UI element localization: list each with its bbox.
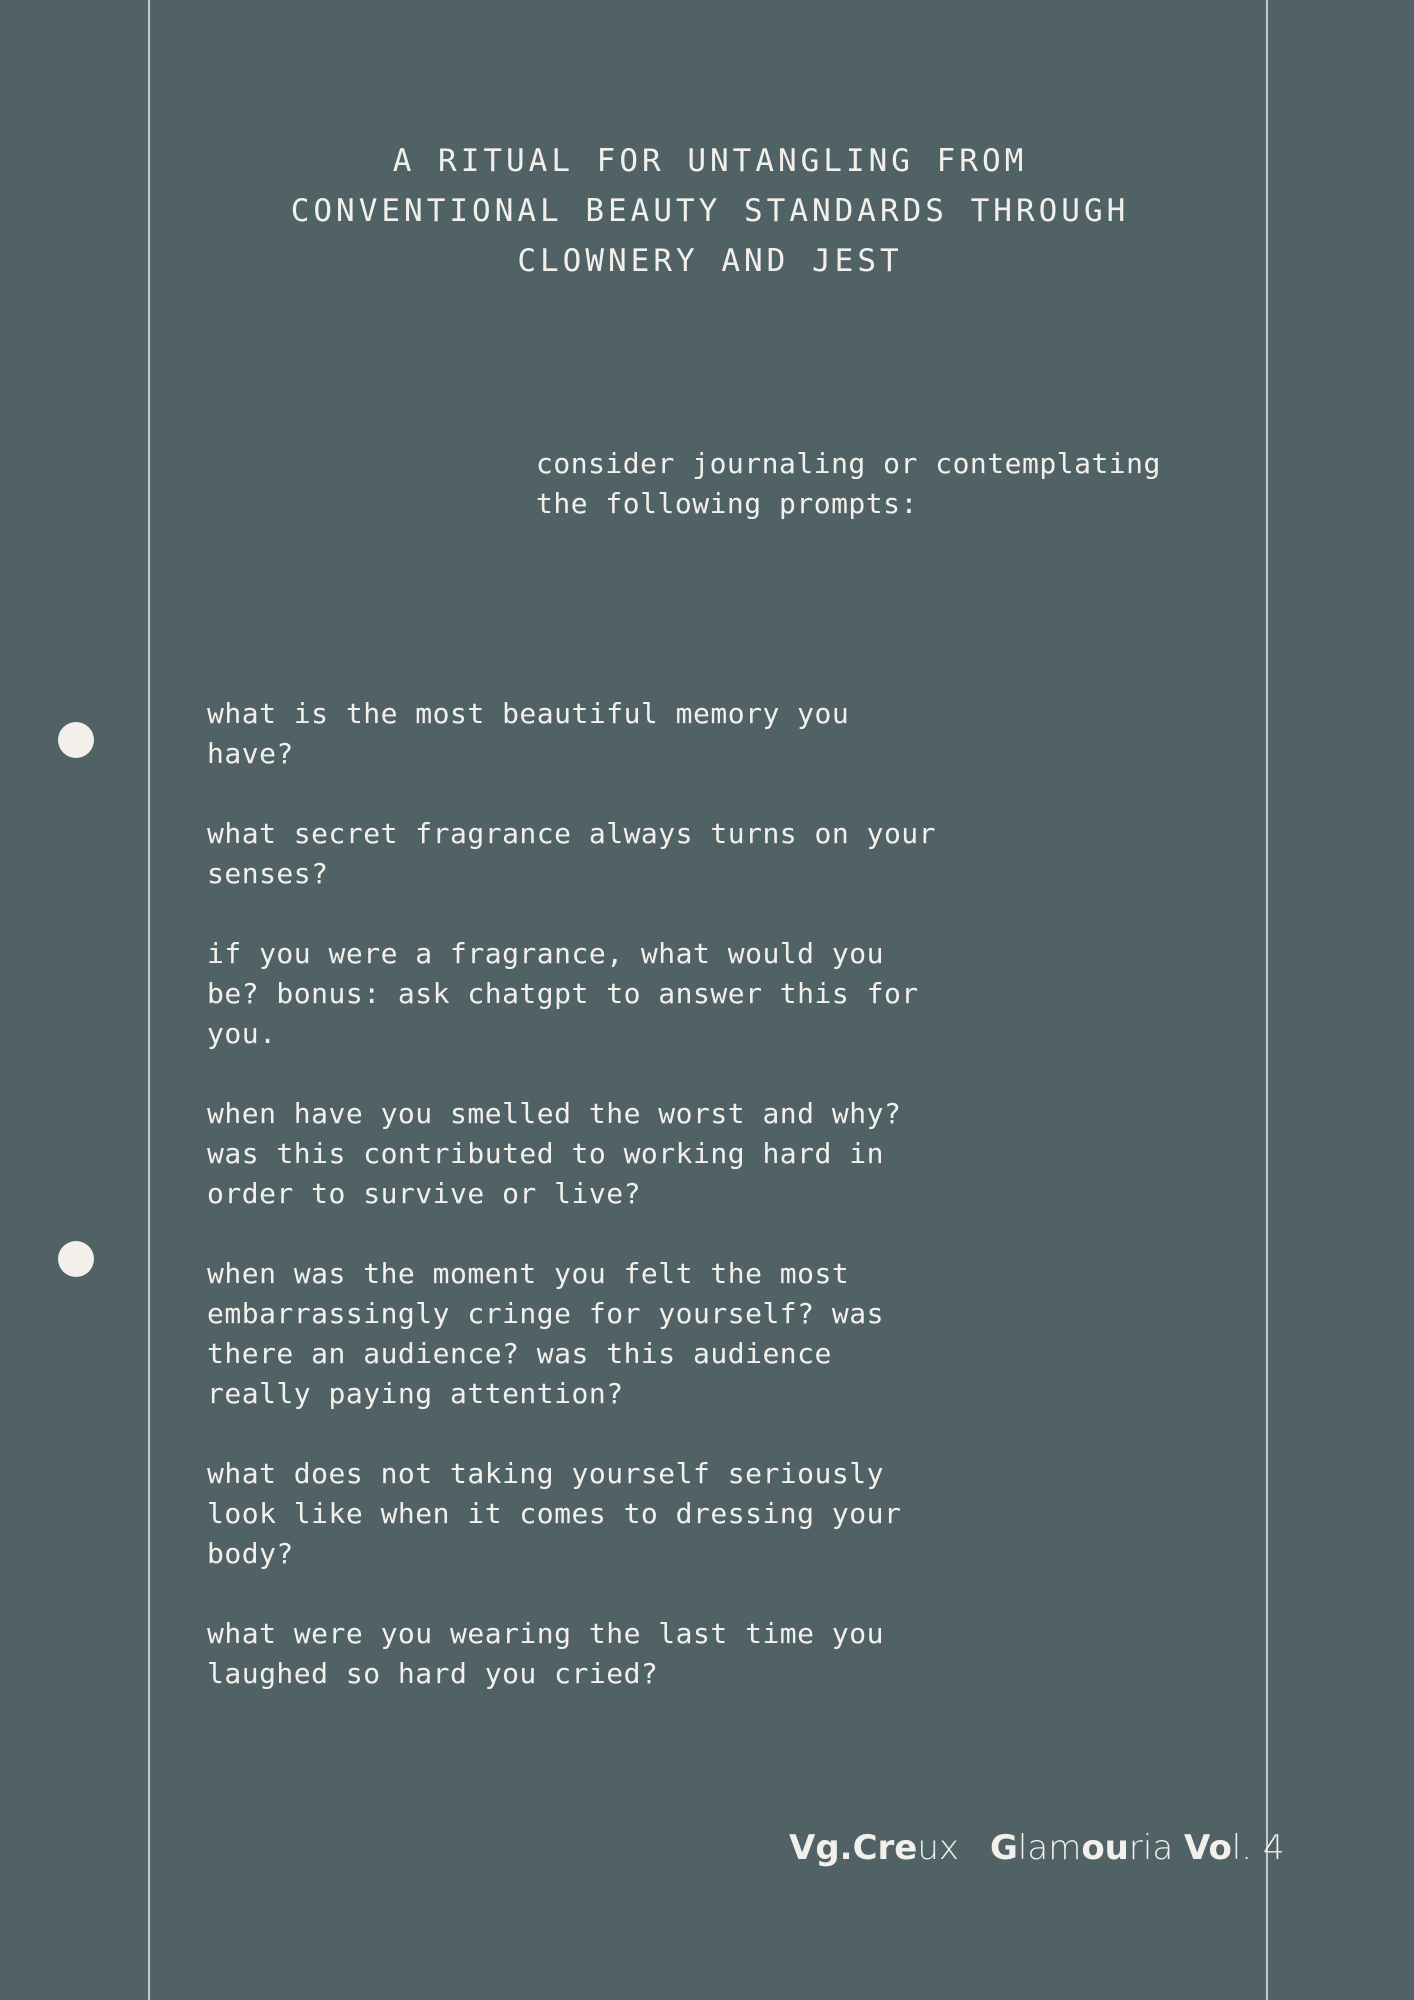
prompt-item <box>207 1254 1007 1414</box>
right-margin-rule <box>1266 0 1268 2000</box>
footer-publication-part: ou <box>1081 1828 1129 1868</box>
prompt-line: embarrassingly cringe for yourself? was <box>207 1297 884 1330</box>
page-title-line: CLOWNERY AND JEST <box>517 243 903 279</box>
prompt-line: be? bonus: ask chatgpt to answer this for <box>207 977 919 1010</box>
page-title-line: CONVENTIONAL BEAUTY STANDARDS THROUGH <box>290 193 1130 229</box>
prompt-line: what is the most beautiful memory you <box>207 697 850 730</box>
footer-publication-part: lam <box>1017 1828 1082 1868</box>
prompt-line: have? <box>207 737 294 770</box>
footer-author-bold: Vg.Cre <box>789 1828 918 1868</box>
prompt-item <box>207 694 1007 774</box>
prompt-line: senses? <box>207 857 329 890</box>
footer-publication-part: G <box>990 1828 1018 1868</box>
footer-author <box>789 1826 959 1870</box>
prompt-line: what does not taking yourself seriously <box>207 1457 884 1490</box>
prompt-item <box>207 1454 1007 1574</box>
footer-author-light: ux <box>917 1828 960 1868</box>
prompt-item <box>207 1614 1007 1694</box>
intro-line: the following prompts: <box>536 487 918 520</box>
prompt-line: what were you wearing the last time you <box>207 1617 884 1650</box>
prompt-line: if you were a fragrance, what would you <box>207 937 884 970</box>
intro-line: consider journaling or contemplating <box>536 447 1161 480</box>
prompt-item <box>207 934 1007 1054</box>
prompt-list <box>207 694 1007 1734</box>
prompt-line: when have you smelled the worst and why? <box>207 1097 902 1130</box>
footer-publication-part: Vo <box>1183 1828 1232 1868</box>
binder-hole-top <box>58 722 94 758</box>
prompt-line: really paying attention? <box>207 1377 624 1410</box>
prompt-line: was this contributed to working hard in <box>207 1137 884 1170</box>
prompt-item <box>207 1094 1007 1214</box>
page-title <box>180 136 1240 286</box>
prompt-line: look like when it comes to dressing your <box>207 1497 902 1530</box>
prompt-line: body? <box>207 1537 294 1570</box>
left-margin-rule <box>148 0 150 2000</box>
prompt-line: you. <box>207 1017 277 1050</box>
binder-hole-bottom <box>58 1241 94 1277</box>
prompt-line: there an audience? was this audience <box>207 1337 832 1370</box>
footer-publication <box>990 1826 1285 1870</box>
prompt-line: order to survive or live? <box>207 1177 641 1210</box>
prompt-item <box>207 814 1007 894</box>
footer-publication-part: ria <box>1128 1828 1184 1868</box>
page-title-line: A RITUAL FOR UNTANGLING FROM <box>392 143 1028 179</box>
intro-text <box>536 444 1256 524</box>
prompt-line: laughed so hard you cried? <box>207 1657 659 1690</box>
prompt-line: what secret fragrance always turns on your <box>207 817 937 850</box>
prompt-line: when was the moment you felt the most <box>207 1257 850 1290</box>
footer-publication-part: l. 4 <box>1231 1828 1285 1868</box>
